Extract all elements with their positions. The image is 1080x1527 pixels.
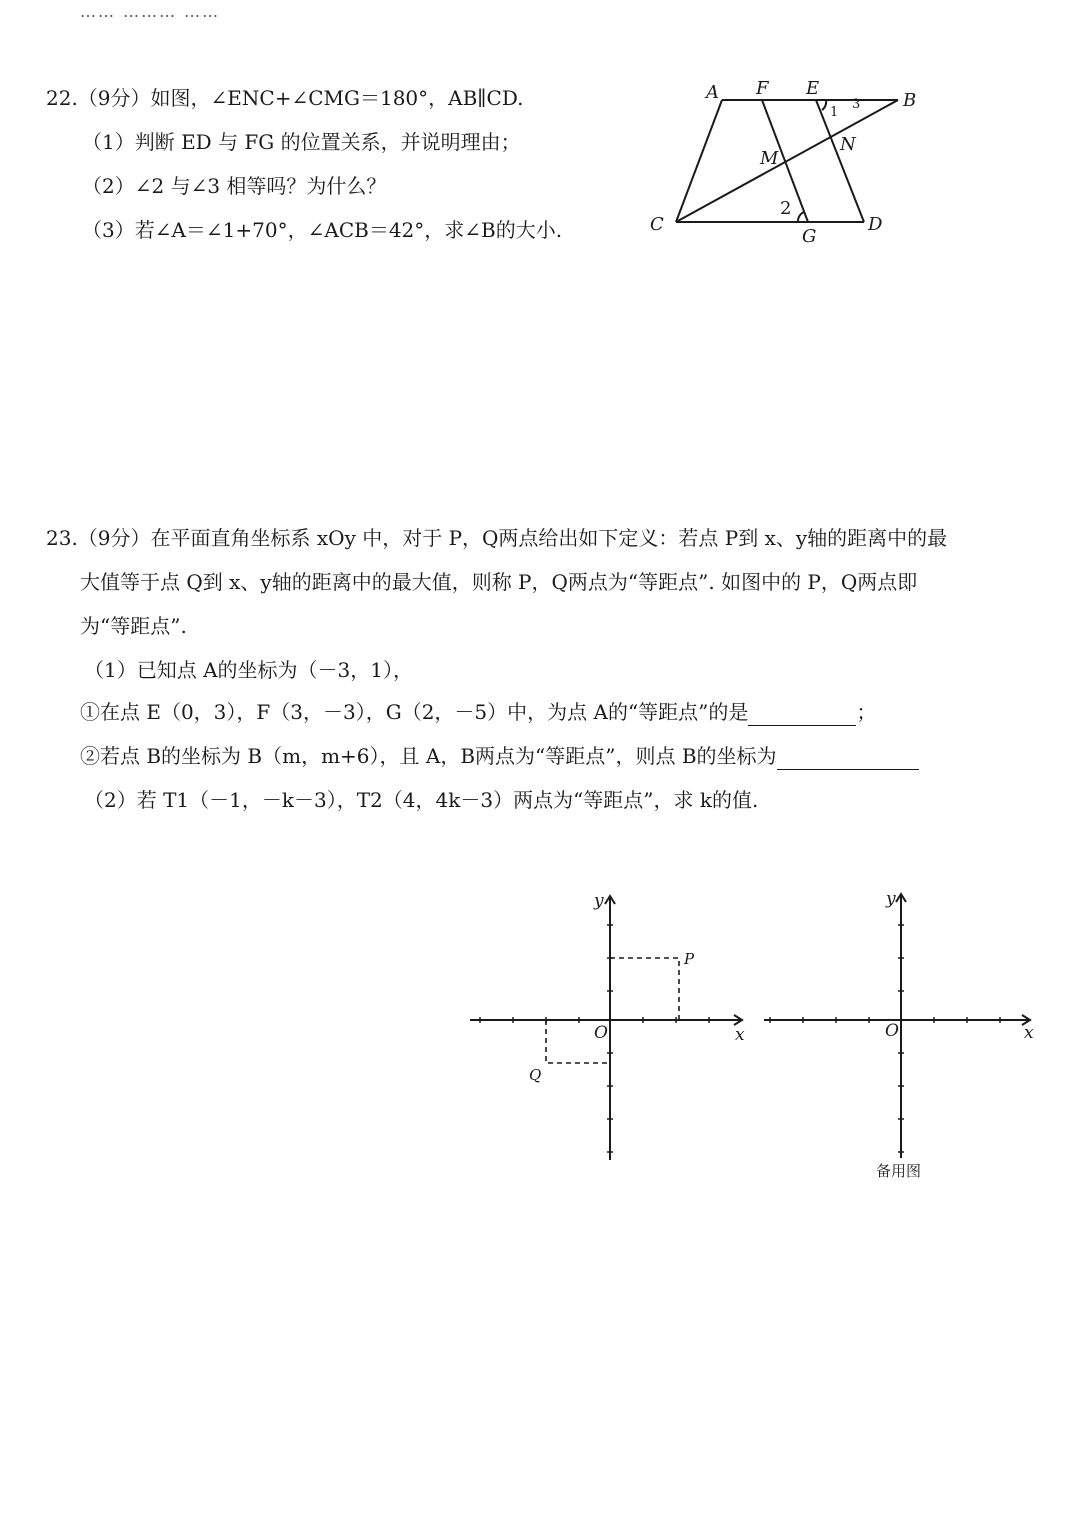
q22-part-1: （1）判断 ED 与 FG 的位置关系，并说明理由； [82, 130, 521, 154]
label-d: D [868, 214, 883, 235]
graph2-x-label: x [1024, 1023, 1034, 1043]
segment-ed [816, 100, 864, 222]
label-angle-1: 1 [830, 105, 839, 120]
label-m: M [760, 148, 779, 169]
graph1-x-label: x [735, 1025, 745, 1045]
q22-stem: 22.（9分）如图，∠ENC+∠CMG＝180°，AB∥CD. [46, 86, 524, 110]
label-angle-2: 2 [780, 198, 792, 219]
q23-stem-line-3: 为“等距点”. [80, 614, 187, 638]
graph1-y-label: y [594, 891, 604, 911]
q23-part-1b-text: ②若点 B的坐标为 B（m，m+6），且 A，B两点为“等距点”，则点 B的坐标为 [80, 744, 777, 768]
q23-stem-line-2: 大值等于点 Q到 x、y轴的距离中的最大值，则称 P，Q两点为“等距点”. 如图中的 P，Q两点即 [80, 570, 918, 594]
point-p-guides [610, 958, 679, 1020]
label-b: B [903, 90, 917, 111]
q22-part-2: （2）∠2 与∠3 相等吗？为什么？ [82, 174, 387, 198]
label-g: G [802, 226, 817, 247]
q23-part-1a-text: ①在点 E（0，3），F（3，－3），G（2，－5）中，为点 A的“等距点”的是 [80, 700, 749, 724]
header-fragment: …… ……… …… [80, 2, 221, 21]
label-n: N [840, 134, 856, 155]
label-c: C [650, 214, 664, 235]
label-e: E [806, 78, 820, 99]
graph2-y-label: y [886, 889, 896, 909]
label-angle-3: 3 [852, 97, 861, 112]
graph2-caption: 备用图 [876, 1162, 922, 1180]
graph2-origin-label: O [885, 1021, 899, 1041]
point-p-label: P [684, 950, 695, 968]
q23-stem-line-1: 23.（9分）在平面直角坐标系 xOy 中，对于 P，Q两点给出如下定义：若点 P到 x、y轴的距离中的最 [46, 526, 948, 550]
point-q-label: Q [529, 1066, 542, 1084]
q22-part-3: （3）若∠A＝∠1+70°，∠ACB＝42°，求∠B的大小. [82, 218, 563, 242]
q23-part-1: （1）已知点 A的坐标为（－3，1）， [84, 658, 413, 682]
segment-ac [676, 100, 722, 222]
q23-part-1a-end: ； [856, 700, 877, 724]
graph1-origin-label: O [594, 1023, 608, 1043]
label-a: A [706, 82, 719, 103]
q23-part-2: （2）若 T1（－1，－k－3），T2（4，4k－3）两点为“等距点”，求 k的值. [84, 788, 759, 812]
angle-1-arc [822, 100, 826, 110]
label-f: F [756, 78, 769, 99]
angle-2-arc [798, 212, 804, 222]
